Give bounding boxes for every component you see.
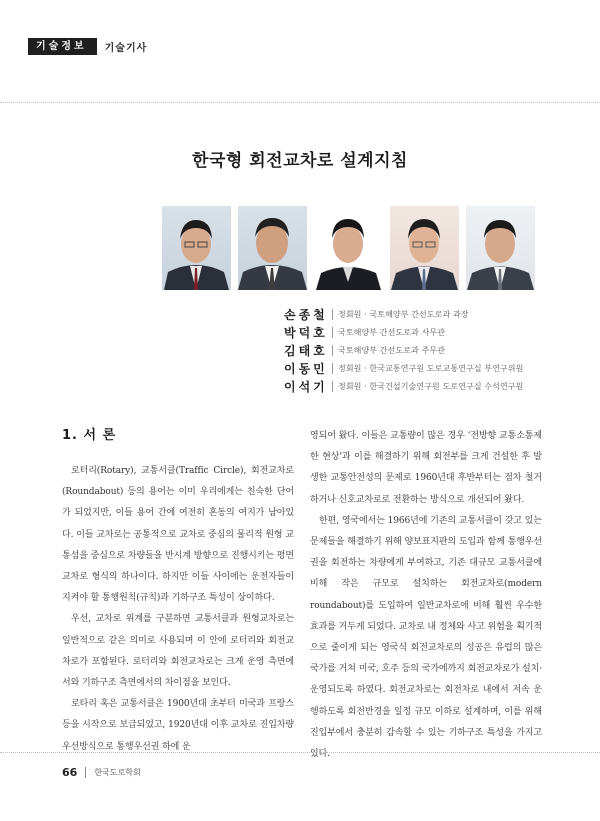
author-affiliation: 정회원 · 한국교통연구원 도로교통연구실 부연구위원 (338, 364, 524, 373)
right-column (310, 426, 542, 765)
author-divider (332, 381, 333, 392)
body-paragraph: 로터리(Rotary), 교통서클(Traffic Circle), 회전교차로(Roundabout) 등의 용어는 이미 우리에게는 친숙한 단어가 되었지만, 이들 용어 간에 여전히 혼동의 여지가 남아있다. 이들 교차로는 공통적으로 교차로 중심의 물리적 원형 교통섬을 중심으로 차량들을 반시계 방향으로 진행시키는 평면교차로 형식의 하나이다. 하지만 이들 사이에는 운전자들이 지켜야 할 통행원칙(규칙)과 기하구조 특성이 상이하다. (62, 466, 294, 604)
page-number: 66 (62, 766, 78, 779)
author-photo-4 (390, 206, 459, 290)
section-subtitle: 기술기사 (104, 43, 148, 54)
section-heading: 1. 서 론 (62, 428, 117, 443)
header-bar (28, 38, 147, 55)
author-name: 손종철 (284, 308, 328, 322)
body-paragraph: 한편, 영국에서는 1966년에 기존의 교통서클이 갖고 있는 문제들을 해결하기 위해 양보표지판의 도입과 함께 통행우선권을 회전하는 차량에게 부여하고, 기존 대규모 교통서클에 비해 작은 규모로 설치하는 회전교차로(modern roundabout)를 도입하여 일반교차로에 비해 훨씬 우수한 효과를 거두게 되었다. 교차로 내 정체와 사고 위험을 획기적으로 줄이게 되는 영국식 회전교차로의 성공은 유럽의 많은 국가를 거쳐 미국, 호주 등의 국가에까지 회전교차로가 설치·운영되도록 하였다. 회전교차로는 회전차로 내에서 저속 운행하도록 회전반경을 일정 규모 이하로 설계하며, 이를 위해 진입부에서 충분히 감속할 수 있는 기하구조 특성을 가지고 있다. (310, 515, 542, 760)
author-name: 이석기 (284, 380, 328, 394)
author-divider (332, 363, 333, 374)
author-name: 박덕호 (284, 326, 328, 340)
author-row (284, 324, 523, 341)
author-affiliation: 국토해양부 간선도로과 사무관 (338, 328, 446, 337)
author-row (284, 360, 523, 377)
author-row (284, 342, 523, 359)
author-affiliation: 정회원 · 한국건설기술연구원 도로연구실 수석연구원 (338, 382, 524, 391)
body-paragraph: 영되어 왔다. 이들은 교통량이 많은 경우 ‘전방향 교통소통제한 현상’과 이를 해결하기 위해 회전부를 크게 건설한 후 발생한 교통안전성의 문제로 1960년대 후반부터는 점차 철거하거나 신호교차로로 전환하는 방식으로 개선되어 왔다. (310, 431, 542, 505)
author-photo-2 (238, 206, 307, 290)
author-affiliation: 정회원 · 국토해양부 간선도로과 과장 (338, 310, 469, 319)
author-name: 이동민 (284, 362, 328, 376)
author-divider (332, 327, 333, 338)
author-photo-5 (466, 206, 535, 290)
author-divider (332, 309, 333, 320)
section-tag: 기술정보 (28, 38, 97, 55)
body-paragraph: 우선, 교차로 위계를 구분하면 교통서클과 원형교차로는 일반적으로 같은 의미로 사용되며 이 안에 로터리와 회전교차로가 포함된다. 로터리와 회전교차로는 크게 운영 측면에서와 기하구조 측면에서의 차이점을 보인다. (62, 614, 294, 689)
author-photo-1 (162, 206, 231, 290)
footer-divider (85, 767, 86, 778)
body-paragraph: 로타리 혹은 교통서클은 1900년대 초부터 미국과 프랑스 등을 시작으로 보급되었고, 1920년대 이후 교차로 진입차량 우선방식으로 통행우선권 하에 운 (62, 699, 294, 752)
author-row (284, 378, 523, 395)
publication-name: 한국도로학회 (94, 768, 141, 777)
author-list (284, 306, 523, 396)
author-photo-3 (314, 206, 383, 290)
author-row (284, 306, 523, 323)
author-affiliation: 국토해양부 간선도로과 주무관 (338, 346, 446, 355)
top-divider (0, 102, 600, 103)
bottom-divider (0, 752, 600, 753)
left-column (62, 422, 294, 758)
page-footer (62, 766, 141, 779)
author-photos (162, 206, 535, 290)
author-name: 김태호 (284, 344, 328, 358)
article-title: 한국형 회전교차로 설계지침 (192, 151, 408, 171)
author-divider (332, 345, 333, 356)
